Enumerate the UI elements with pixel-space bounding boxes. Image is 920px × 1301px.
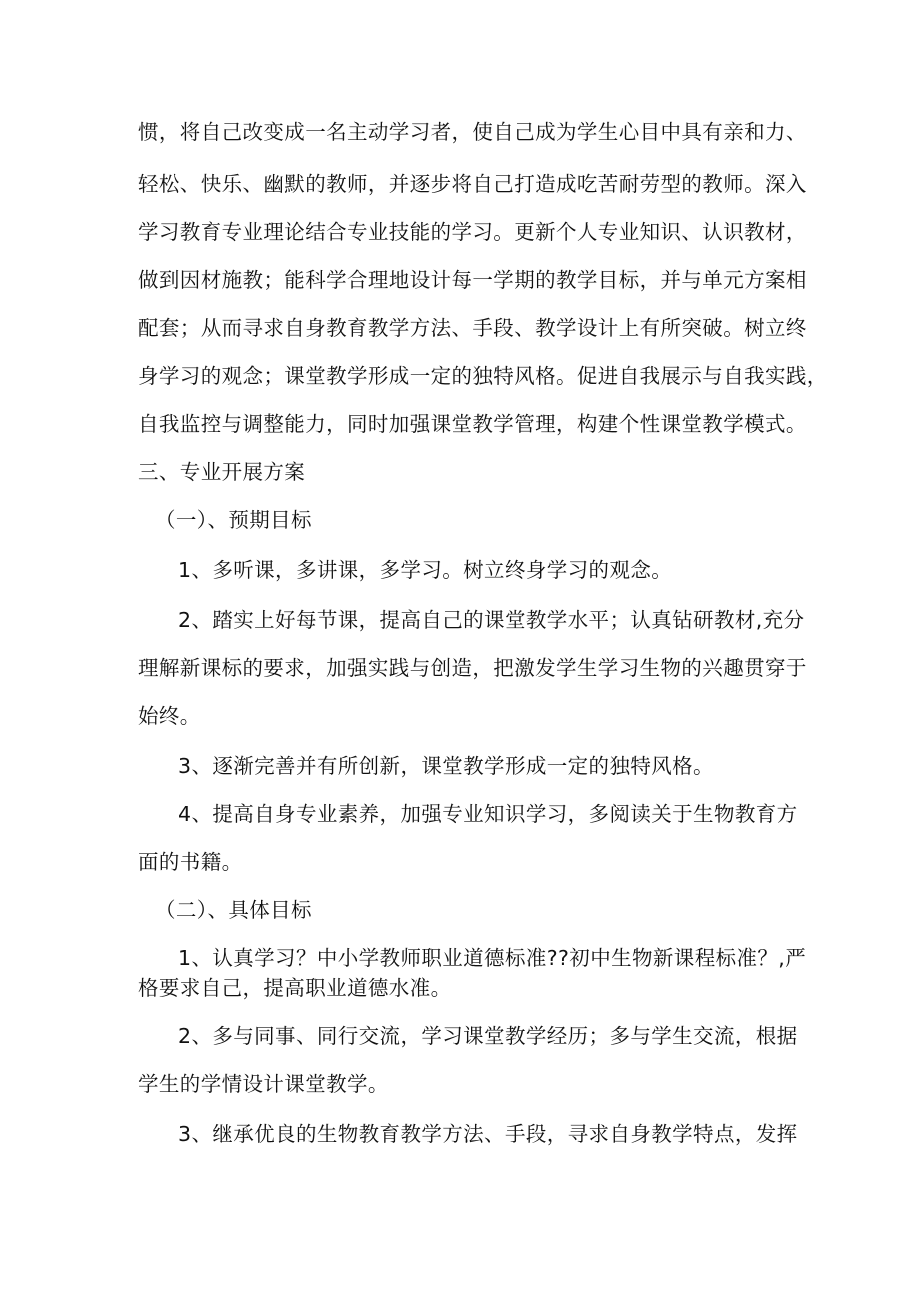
- paragraph-line: 学生的学情设计课堂教学。: [138, 1072, 389, 1096]
- paragraph-line: 做到因材施教；能科学合理地设计每一学期的教学目标，并与单元方案相: [138, 268, 807, 292]
- section-heading: 三、专业开展方案: [138, 460, 306, 484]
- paragraph-line: 惯，将自己改变成一名主动学习者，使自己成为学生心目中具有亲和力、: [138, 120, 807, 144]
- list-item: 4、提高自身专业素养，加强专业知识学习，多阅读关于生物教育方: [178, 802, 798, 826]
- paragraph-line: 自我监控与调整能力，同时加强课堂教学管理，构建个性课堂教学模式。: [138, 412, 807, 436]
- paragraph-line: 理解新课标的要求，加强实践与创造，把激发学生学习生物的兴趣贯穿于: [138, 656, 807, 680]
- list-item: 2、多与同事、同行交流，学习课堂教学经历；多与学生交流，根据: [178, 1024, 798, 1048]
- paragraph-line: 面的书籍。: [138, 850, 243, 874]
- list-item: 3、继承优良的生物教育教学方法、手段，寻求自身教学特点，发挥: [178, 1122, 798, 1146]
- subsection-heading: （二）、具体目标: [155, 898, 312, 922]
- subsection-heading: （一）、预期目标: [155, 508, 312, 532]
- paragraph-line: 轻松、快乐、幽默的教师，并逐步将自己打造成吃苦耐劳型的教师。深入: [138, 172, 807, 196]
- list-item: 1、多听课，多讲课，多学习。树立终身学习的观念。: [178, 558, 673, 582]
- paragraph-line: 身学习的观念；课堂教学形成一定的独特风格。促进自我展示与自我实践，: [138, 364, 828, 388]
- list-item: 3、逐渐完善并有所创新，课堂教学形成一定的独特风格。: [178, 754, 714, 778]
- list-item: 2、踏实上好每节课，提高自己的课堂教学水平；认真钻研教材,充分: [178, 608, 805, 632]
- list-item: 1、认真学习？中小学教师职业道德标准??初中生物新课程标准？,严: [178, 946, 807, 970]
- paragraph-line: 学习教育专业理论结合专业技能的学习。更新个人专业知识、认识教材，: [138, 220, 807, 244]
- paragraph-line: 始终。: [138, 704, 201, 728]
- paragraph-line: 配套；从而寻求自身教育教学方法、手段、教学设计上有所突破。树立终: [138, 316, 807, 340]
- paragraph-line: 格要求自己，提高职业道德水准。: [138, 976, 452, 1000]
